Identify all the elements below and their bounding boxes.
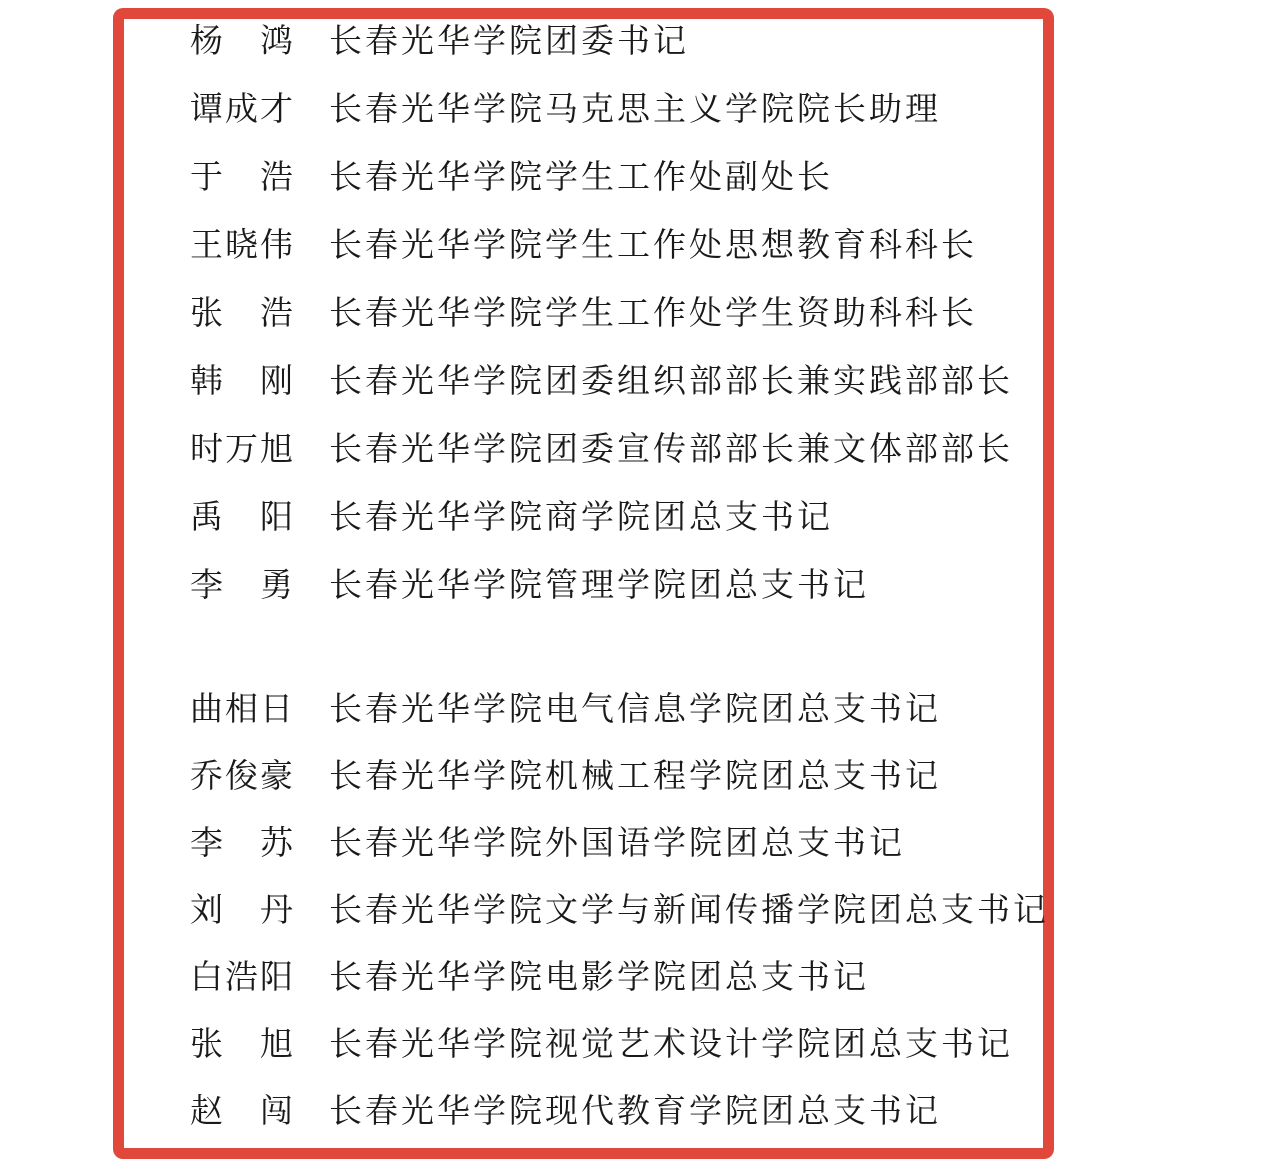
person-title: 长春光华学院团委宣传部部长兼文体部部长 xyxy=(329,429,1013,468)
person-title: 长春光华学院现代教育学院团总支书记 xyxy=(329,1091,941,1130)
list-item xyxy=(0,288,1267,338)
person-title: 长春光华学院文学与新闻传播学院团总支书记 xyxy=(329,890,1049,929)
person-title: 长春光华学院视觉艺术设计学院团总支书记 xyxy=(329,1024,1013,1063)
person-title: 长春光华学院外国语学院团总支书记 xyxy=(329,823,905,862)
list-item xyxy=(0,220,1267,270)
person-name: 李 勇 xyxy=(190,565,295,604)
list-item xyxy=(0,952,1267,1002)
person-title: 长春光华学院学生工作处思想教育科科长 xyxy=(329,225,977,264)
person-title: 长春光华学院学生工作处学生资助科科长 xyxy=(329,293,977,332)
person-title: 长春光华学院马克思主义学院院长助理 xyxy=(329,89,941,128)
list-item xyxy=(0,84,1267,134)
list-item xyxy=(0,684,1267,734)
person-title: 长春光华学院电气信息学院团总支书记 xyxy=(329,689,941,728)
list-item xyxy=(0,152,1267,202)
person-name: 李 苏 xyxy=(190,823,295,862)
list-item xyxy=(0,492,1267,542)
person-title: 长春光华学院电影学院团总支书记 xyxy=(329,957,869,996)
list-item xyxy=(0,16,1267,66)
person-name: 谭成才 xyxy=(190,89,295,128)
person-title: 长春光华学院团委书记 xyxy=(329,21,689,60)
person-name: 赵 闯 xyxy=(190,1091,295,1130)
list-item xyxy=(0,1019,1267,1069)
person-name: 杨 鸿 xyxy=(190,21,295,60)
person-name: 禹 阳 xyxy=(190,497,295,536)
person-name: 时万旭 xyxy=(190,429,295,468)
list-item xyxy=(0,1086,1267,1136)
person-name: 张 浩 xyxy=(190,293,295,332)
list-item xyxy=(0,751,1267,801)
list-item xyxy=(0,560,1267,610)
person-name: 韩 刚 xyxy=(190,361,295,400)
person-name: 王晓伟 xyxy=(190,225,295,264)
person-title: 长春光华学院机械工程学院团总支书记 xyxy=(329,756,941,795)
person-name: 张 旭 xyxy=(190,1024,295,1063)
person-title: 长春光华学院管理学院团总支书记 xyxy=(329,565,869,604)
person-name: 于 浩 xyxy=(190,157,295,196)
person-title: 长春光华学院商学院团总支书记 xyxy=(329,497,833,536)
person-name: 乔俊豪 xyxy=(190,756,295,795)
person-title: 长春光华学院学生工作处副处长 xyxy=(329,157,833,196)
list-item xyxy=(0,356,1267,406)
person-name: 白浩阳 xyxy=(190,957,295,996)
list-item xyxy=(0,885,1267,935)
list-item xyxy=(0,424,1267,474)
person-name: 刘 丹 xyxy=(190,890,295,929)
list-item xyxy=(0,818,1267,868)
person-name: 曲相日 xyxy=(190,689,295,728)
person-title: 长春光华学院团委组织部部长兼实践部部长 xyxy=(329,361,1013,400)
